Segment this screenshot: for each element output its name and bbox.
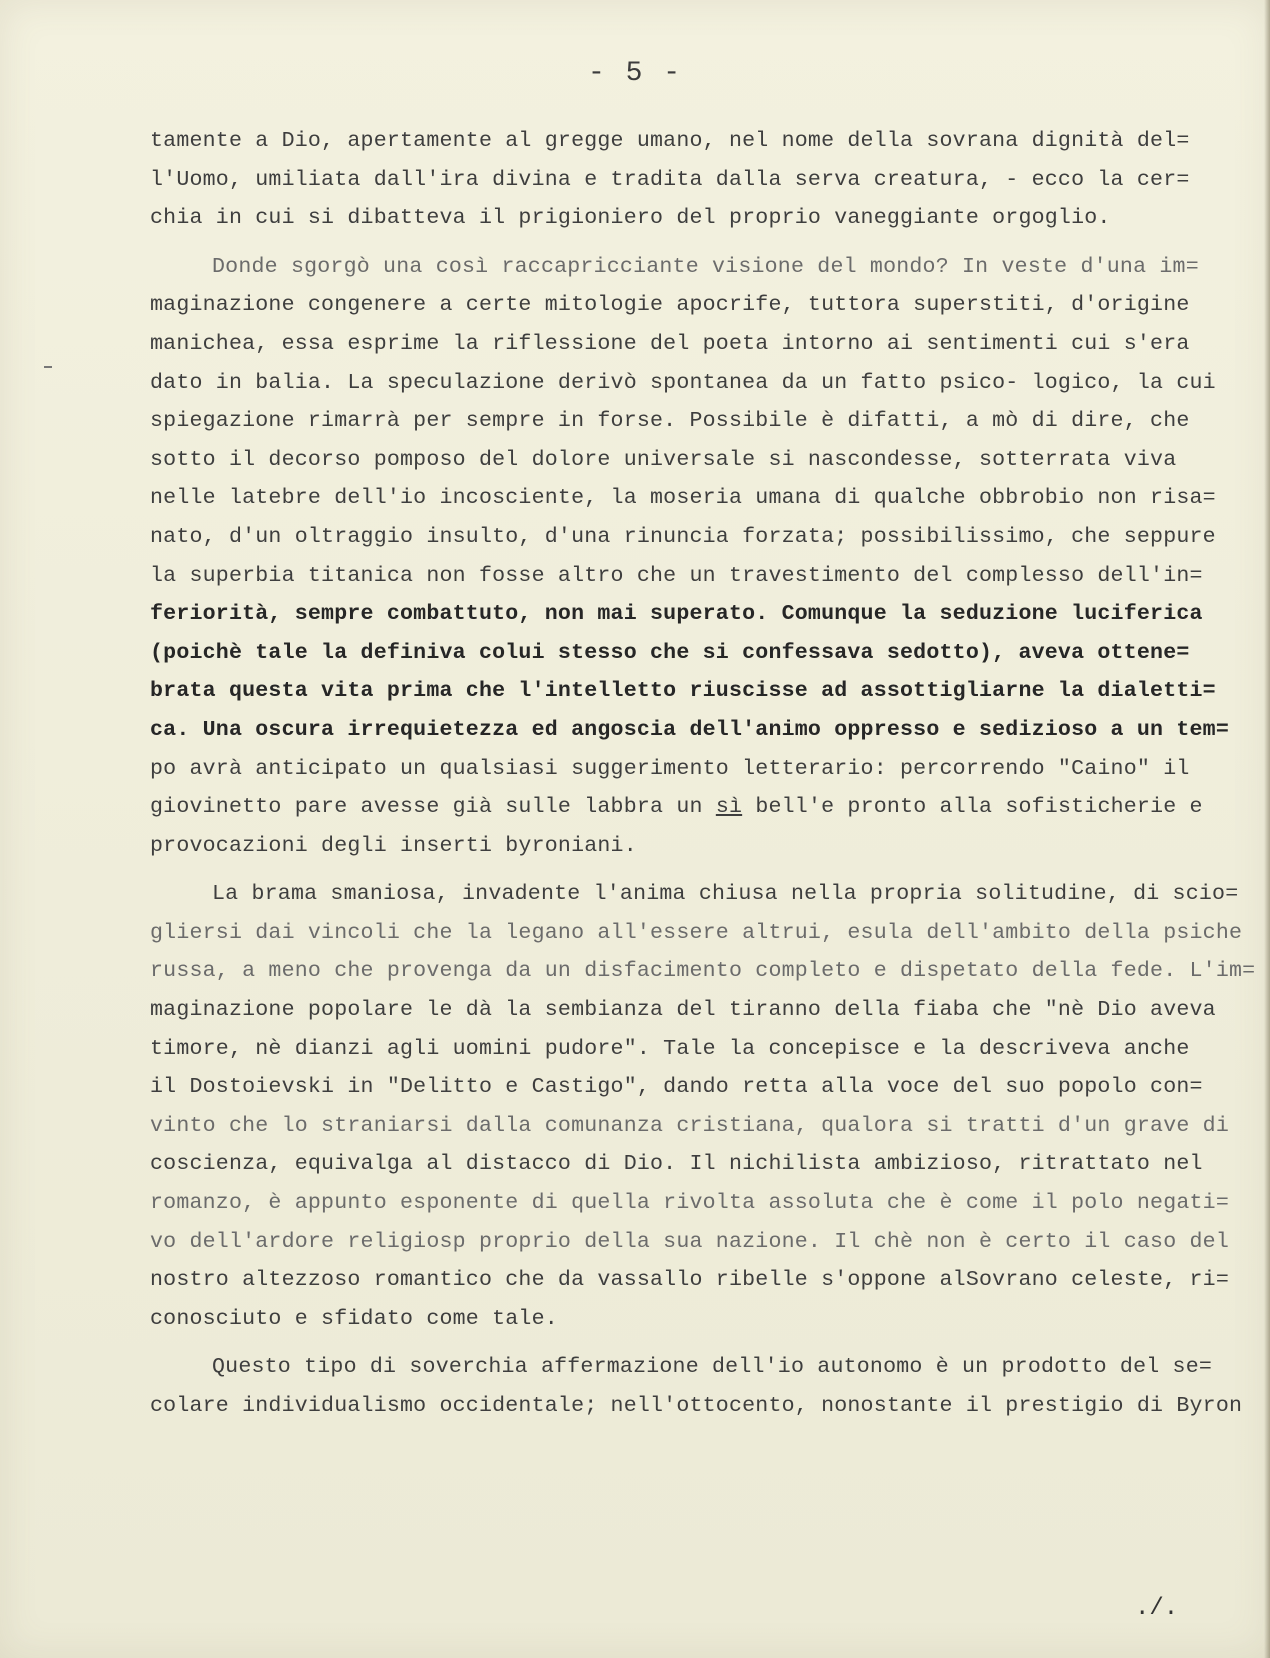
paragraph-gap xyxy=(150,865,1230,875)
text-line: gliersi dai vincoli che la legano all'essere altrui, esula dell'ambito della psiche xyxy=(150,920,1243,945)
text-line: conosciuto e sfidato come tale. xyxy=(150,1306,558,1331)
page-number: - 5 - xyxy=(587,58,682,89)
text-line: vinto che lo straniarsi dalla comunanza cristiana, qualora si tratti d'un grave di xyxy=(150,1113,1229,1138)
text-line: tamente a Dio, apertamente al gregge umano, nel nome della sovrana dignità del= xyxy=(150,129,1190,153)
text-line: dato in balia. La speculazione derivò spontanea da un fatto psico- logico, la cui xyxy=(150,370,1216,395)
margin-pencil-mark xyxy=(44,366,52,368)
text-line: maginazione popolare le dà la sembianza del tiranno della fiaba che "nè Dio aveva xyxy=(150,998,1216,1023)
body-text xyxy=(150,122,1256,1426)
text-line: brata questa vita prima che l'intelletto riuscisse ad assottigliarne la dialetti= xyxy=(150,679,1216,704)
text-line: Questo tipo di soverchia affermazione dell'io autonomo è un prodotto del se= xyxy=(212,1355,1213,1380)
text-line: il Dostoievski in "Delitto e Castigo", dando retta alla voce del suo popolo con= xyxy=(150,1075,1203,1100)
paragraph-gap xyxy=(150,238,1230,248)
text-segment: giovinetto pare avesse già sulle labbra un xyxy=(150,795,703,820)
text-line: chia in cui si dibatteva il prigioniero del proprio vaneggiante orgoglio. xyxy=(150,206,1111,231)
text-line: ca. Una oscura irrequietezza ed angoscia dell'animo oppresso e sedizioso a un tem= xyxy=(150,717,1229,742)
text-line: provocazioni degli inserti byroniani. xyxy=(150,833,637,858)
text-line: romanzo, è appunto esponente di quella rivolta assoluta che è come il polo negati= xyxy=(150,1191,1229,1216)
text-line: russa, a meno che provenga da un disfacimento completo e dispetato della fede. L'im= xyxy=(150,959,1256,984)
text-line: la superbia titanica non fosse altro che un travestimento del complesso dell'in= xyxy=(150,563,1203,588)
paragraph-gap xyxy=(150,1338,1230,1348)
text-line-with-underline xyxy=(150,788,1230,827)
text-line: colare individualismo occidentale; nell'ottocento, nonostante il prestigio di Byron xyxy=(150,1394,1243,1418)
text-line: po avrà anticipato un qualsiasi suggerimento letterario: percorrendo "Caino" il xyxy=(150,756,1190,781)
text-line: l'Uomo, umiliata dall'ira divina e tradita dalla serva creatura, - ecco la cer= xyxy=(150,167,1190,192)
text-line: feriorità, sempre combattuto, non mai superato. Comunque la seduzione luciferica xyxy=(150,602,1203,627)
text-line: maginazione congenere a certe mitologie apocrife, tuttora superstiti, d'origine xyxy=(150,293,1190,318)
text-line: nostro altezzoso romantico che da vassallo ribelle s'oppone alSovrano celeste, ri= xyxy=(150,1268,1229,1293)
text-line: coscienza, equivalga al distacco di Dio. Il nichilista ambizioso, ritrattato nel xyxy=(150,1152,1203,1177)
text-line: (poichè tale la definiva colui stesso che si confessava sedotto), aveva ottene= xyxy=(150,640,1190,665)
text-line: Donde sgorgò una così raccapricciante visione del mondo? In veste d'una im= xyxy=(212,254,1199,279)
underlined-word: sì xyxy=(715,795,743,820)
paper-edge-shadow xyxy=(1264,0,1270,1658)
text-line: nelle latebre dell'io incosciente, la moseria umana di qualche obbrobio non risa= xyxy=(150,486,1216,511)
text-line: vo dell'ardore religiosp proprio della sua nazione. Il chè non è certo il caso del xyxy=(150,1229,1229,1254)
text-line: nato, d'un oltraggio insulto, d'una rinuncia forzata; possibilissimo, che seppure xyxy=(150,524,1216,549)
text-line: timore, nè dianzi agli uomini pudore". Tale la concepisce e la descriveva anche xyxy=(150,1036,1190,1061)
text-line: La brama smaniosa, invadente l'anima chiusa nella propria solitudine, di scio= xyxy=(212,882,1239,907)
continuation-mark: ./. xyxy=(1135,1595,1179,1622)
text-line: sotto il decorso pomposo del dolore universale si nascondesse, sotterrata viva xyxy=(150,447,1177,472)
text-line: spiegazione rimarrà per sempre in forse. Possibile è difatti, a mò di dire, che xyxy=(150,409,1190,434)
text-segment: bell'e pronto alla sofisticherie e xyxy=(755,795,1203,820)
text-line: manichea, essa esprime la riflessione del poeta intorno ai sentimenti cui s'era xyxy=(150,331,1190,356)
